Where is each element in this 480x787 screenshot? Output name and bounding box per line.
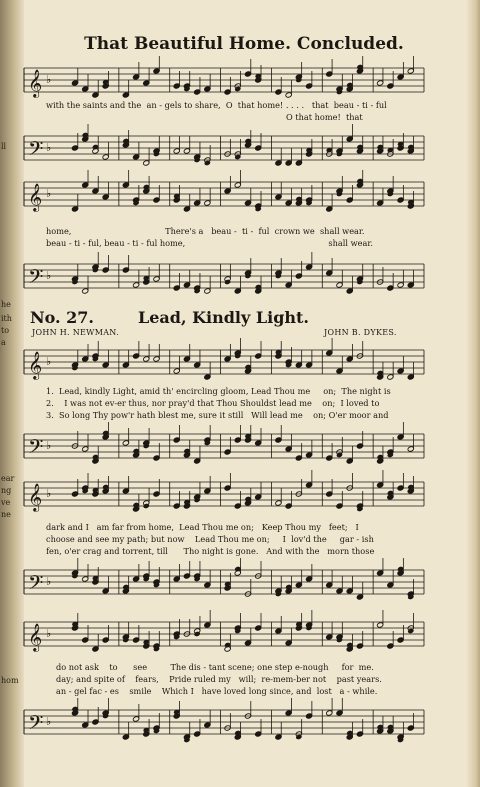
lyric-line: 3. So long Thy pow'r hath blest me, sure it still Will lead me on; O'er moor and: [46, 410, 389, 420]
flat-sign: ♭: [46, 715, 52, 728]
lyric-line: 2. I was not ev-er thus, nor pray'd that Thou Shouldst lead me on; I loved to: [46, 398, 380, 408]
gutter-fragment: a: [1, 338, 6, 347]
flat-sign: ♭: [46, 627, 52, 640]
page-edge: [466, 0, 480, 787]
flat-sign: ♭: [46, 269, 52, 282]
lyric-line: do not ask to see The dis - tant scene; one step e-nough for me.: [56, 662, 374, 672]
music-staff: [24, 134, 424, 164]
gutter-fragment: to: [1, 326, 10, 335]
bass-clef: 𝄢: [28, 265, 44, 293]
music-staff: [24, 620, 424, 650]
flat-sign: ♭: [46, 487, 52, 500]
music-staff: [24, 708, 424, 738]
music-staff: [24, 66, 424, 96]
treble-clef: 𝄞: [28, 483, 43, 511]
music-staff: [24, 262, 424, 292]
flat-sign: ♭: [46, 575, 52, 588]
gutter-fragment: ne: [1, 510, 11, 519]
treble-clef: 𝄞: [28, 623, 43, 651]
gutter-fragment: ear: [1, 474, 15, 483]
flat-sign: ♭: [46, 355, 52, 368]
treble-clef: 𝄞: [28, 351, 43, 379]
flat-sign: ♭: [46, 439, 52, 452]
music-staff: [24, 568, 424, 598]
lyric-line: choose and see my path; but now Lead Thou me on; I lov'd the gar - ish: [46, 534, 374, 544]
gutter-fragment: ve: [1, 498, 11, 507]
composer-credit: JOHN B. DYKES.: [324, 328, 397, 337]
author-credit: JOHN H. NEWMAN.: [32, 328, 119, 337]
bass-clef: 𝄢: [28, 137, 44, 165]
music-staff: [24, 180, 424, 210]
lyric-line: O that home! that: [286, 112, 363, 122]
lyric-line: home, There's a beau - ti - ful crown we shall wear.: [46, 226, 365, 236]
gutter-fragment: hom: [1, 676, 19, 685]
bass-clef: 𝄢: [28, 711, 44, 739]
hymn-number: No. 27.: [30, 308, 94, 327]
flat-sign: ♭: [46, 141, 52, 154]
page-heading: That Beautiful Home. Concluded.: [84, 34, 404, 54]
lyric-line: 1. Lead, kindly Light, amid th' encircling gloom, Lead Thou me on; The night is: [46, 386, 391, 396]
treble-clef: 𝄞: [28, 69, 43, 97]
gutter-fragment: he: [1, 300, 11, 309]
music-staff: [24, 480, 424, 510]
flat-sign: ♭: [46, 187, 52, 200]
bass-clef: 𝄢: [28, 435, 44, 463]
previous-page-edge: [0, 0, 24, 787]
music-staff: [24, 432, 424, 462]
lyric-line: beau - ti - ful, beau - ti - ful home, shall wear.: [46, 238, 373, 248]
gutter-fragment: ith: [1, 314, 12, 323]
music-staff: [24, 348, 424, 378]
treble-clef: 𝄞: [28, 183, 43, 211]
hymn-title: Lead, Kindly Light.: [138, 308, 309, 327]
bass-clef: 𝄢: [28, 571, 44, 599]
flat-sign: ♭: [46, 73, 52, 86]
lyric-line: day; and spite of fears, Pride ruled my will; re-mem-ber not past years.: [56, 674, 382, 684]
gutter-fragment: ll: [1, 142, 7, 151]
lyric-line: with the saints and the an - gels to share, O that home! . . . . that beau - ti - ful: [46, 100, 387, 110]
gutter-fragment: ng: [1, 486, 12, 495]
lyric-line: fen, o'er crag and torrent, till Tho night is gone. And with the morn those: [46, 546, 375, 556]
lyric-line: an - gel fac - es smile Which I have loved long since, and lost a - while.: [56, 686, 378, 696]
lyric-line: dark and I am far from home, Lead Thou me on; Keep Thou my feet; I: [46, 522, 359, 532]
